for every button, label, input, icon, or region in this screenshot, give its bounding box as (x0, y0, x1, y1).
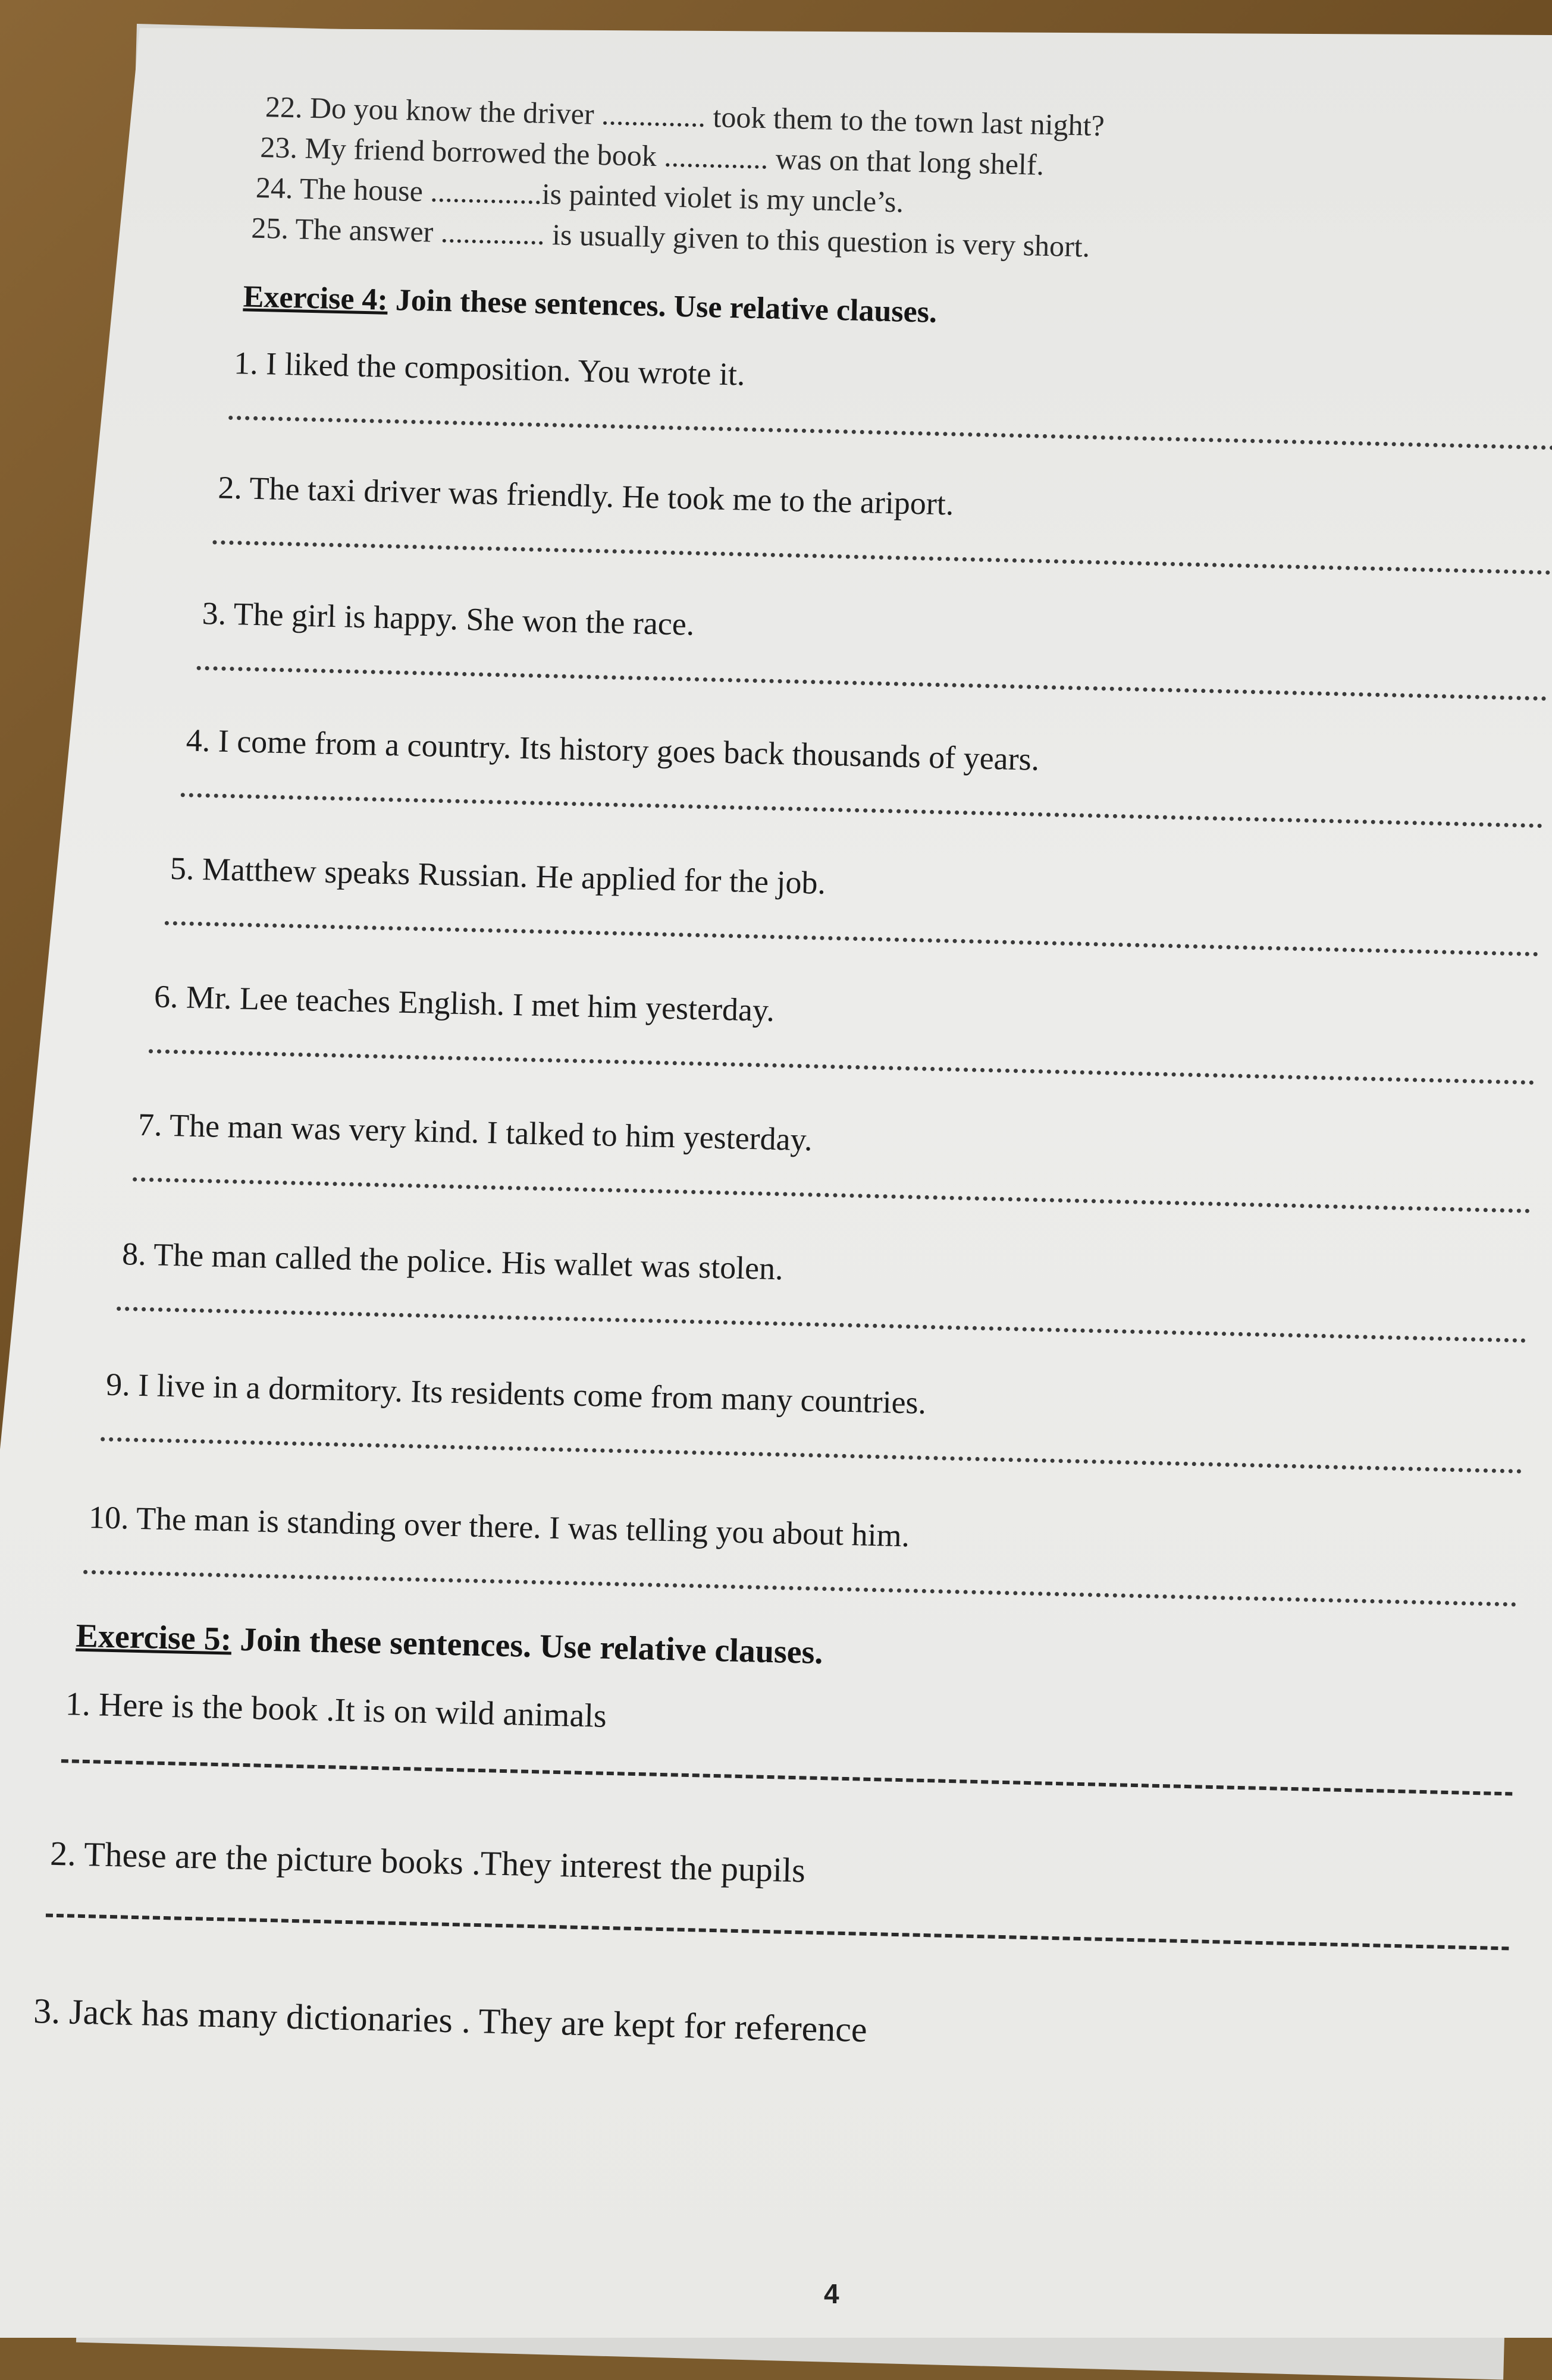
exercise-4-item-2: 2. The taxi driver was friendly. He took me to the ariport. (217, 469, 955, 522)
answer-line[interactable] (197, 666, 1547, 701)
exercise-4-item-10: 10. The man is standing over there. I was telling you about him. (88, 1499, 910, 1554)
exercise-4-heading (243, 279, 937, 329)
exercise-4-instruction: Join these sentences. Use relative clauses. (395, 283, 938, 329)
answer-line[interactable] (165, 921, 1539, 956)
answer-line[interactable] (149, 1049, 1535, 1085)
exercise-5-item-3: 3. Jack has many dictionaries . They are kept for reference (33, 1991, 868, 2049)
answer-line[interactable] (133, 1178, 1531, 1213)
item-number: 25. (250, 211, 289, 246)
item-blank[interactable]: .............. (601, 97, 706, 133)
page-number: 4 (824, 2278, 839, 2309)
item-number: 22. (265, 90, 303, 124)
item-blank[interactable]: .............. (663, 139, 769, 175)
answer-line[interactable] (228, 416, 1552, 450)
exercise-4-item-8: 8. The man called the police. His wallet was stolen. (121, 1236, 784, 1287)
exercise-4-item-6: 6. Mr. Lee teaches English. I met him yesterday. (153, 978, 775, 1028)
exercise-5-instruction: Join these sentences. Use relative clauses. (239, 1621, 824, 1672)
item-number: 24. (255, 170, 294, 205)
answer-line[interactable] (61, 1759, 1513, 1795)
item-text-before: The answer (294, 212, 434, 249)
item-text-before: My friend borrowed the book (304, 131, 657, 173)
answer-line[interactable] (83, 1570, 1517, 1607)
exercise-4-item-4: 4. I come from a country. Its history goes back thousands of years. (186, 722, 1040, 777)
answer-line[interactable] (212, 540, 1551, 574)
item-text-after: was on that long shelf. (775, 142, 1045, 181)
fill-in-item-24 (255, 170, 904, 219)
item-text-after: is usually given to this question is very short. (551, 218, 1090, 263)
item-blank[interactable]: .............. (440, 215, 545, 251)
answer-line[interactable] (117, 1307, 1526, 1343)
answer-line[interactable] (46, 1914, 1509, 1951)
exercise-5-item-1: 1. Here is the book .It is on wild animals (65, 1685, 607, 1735)
exercise-4-item-9: 9. I live in a dormitory. Its residents come from many countries. (105, 1366, 927, 1421)
item-text-before: Do you know the driver (309, 90, 595, 131)
item-text-after: took them to the town last night? (712, 100, 1105, 143)
answer-line[interactable] (101, 1437, 1522, 1473)
item-blank[interactable]: ............... (429, 174, 543, 211)
exercise-5-item-2: 2. These are the picture books .They interest the pupils (49, 1833, 806, 1890)
fill-in-item-25 (251, 211, 1090, 264)
exercise-4-item-1: 1. I liked the composition. You wrote it. (233, 345, 746, 393)
exercise-4-item-3: 3. The girl is happy. She won the race. (202, 595, 695, 642)
exercise-5-heading (76, 1617, 823, 1672)
item-text-before: The house (299, 171, 424, 208)
item-number: 23. (259, 130, 298, 165)
answer-line[interactable] (181, 793, 1543, 828)
exercise-4-item-7: 7. The man was very kind. I talked to him yesterday. (137, 1106, 813, 1158)
item-text-after: is painted violet is my uncle’s. (541, 177, 904, 219)
exercise-4-item-5: 5. Matthew speaks Russian. He applied for the job. (170, 850, 826, 901)
exercise-5-label: Exercise 5: (75, 1617, 233, 1658)
exercise-4-label: Exercise 4: (243, 280, 388, 317)
